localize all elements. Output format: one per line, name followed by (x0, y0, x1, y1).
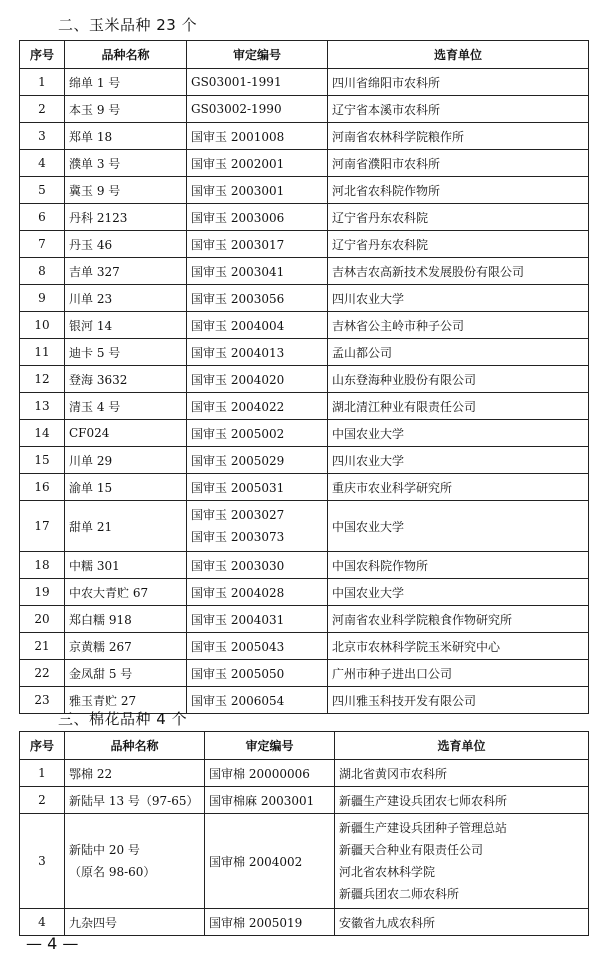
cotton-table-header (20, 732, 589, 760)
row-no: 10 (20, 312, 65, 339)
corn-section-title: 二、玉米品种 23 个 (58, 16, 198, 34)
table-row (20, 69, 589, 96)
table-row (20, 312, 589, 339)
row-code-line: 国审玉 2003073 (191, 530, 285, 544)
row-code: 国审玉 2005031 (187, 474, 328, 501)
row-no: 3 (20, 814, 65, 909)
table-row (20, 96, 589, 123)
row-name: 登海 3632 (65, 366, 187, 393)
row-name: 中农大青贮 67 (65, 579, 187, 606)
row-name: 新陆早 13 号（97-65） (65, 787, 205, 814)
table-row (20, 447, 589, 474)
row-name: 濮单 3 号 (65, 150, 187, 177)
row-code: 国审玉 2002001 (187, 150, 328, 177)
header-name: 品种名称 (65, 732, 205, 760)
row-unit-line: 河北省农林科学院 (339, 865, 436, 879)
row-unit: 湖北清江种业有限责任公司 (328, 393, 589, 420)
table-row (20, 606, 589, 633)
row-no: 4 (20, 909, 65, 936)
row-unit: 四川省绵阳市农科所 (328, 69, 589, 96)
row-name: 雅玉青贮 27 (65, 687, 187, 714)
corn-table (19, 40, 589, 714)
table-row (20, 474, 589, 501)
table-row (20, 579, 589, 606)
row-code: 国审玉 2005050 (187, 660, 328, 687)
row-name: 鄂棉 22 (65, 760, 205, 787)
row-unit (335, 814, 589, 909)
row-name: CF024 (65, 420, 187, 447)
row-code: 国审棉 2004002 (205, 814, 335, 909)
row-code: 国审玉 2003017 (187, 231, 328, 258)
row-no: 15 (20, 447, 65, 474)
table-row (20, 660, 589, 687)
row-no: 2 (20, 787, 65, 814)
table-row (20, 366, 589, 393)
row-unit-line: 新疆兵团农二师农科所 (339, 887, 460, 901)
page-number: — 4 — (26, 934, 79, 953)
row-no: 20 (20, 606, 65, 633)
table-row (20, 814, 589, 909)
table-row (20, 552, 589, 579)
row-no: 4 (20, 150, 65, 177)
header-no: 序号 (20, 41, 65, 69)
row-unit: 中国农业大学 (328, 420, 589, 447)
row-code: 国审棉麻 2003001 (205, 787, 335, 814)
cotton-table (19, 731, 589, 936)
row-no: 16 (20, 474, 65, 501)
row-unit: 重庆市农业科学研究所 (328, 474, 589, 501)
row-no: 18 (20, 552, 65, 579)
row-name: 渝单 15 (65, 474, 187, 501)
row-unit: 新疆生产建设兵团农七师农科所 (335, 787, 589, 814)
row-no: 1 (20, 69, 65, 96)
row-no: 11 (20, 339, 65, 366)
row-name: 甜单 21 (65, 501, 187, 552)
row-unit: 四川农业大学 (328, 285, 589, 312)
row-code: GS03001-1991 (187, 69, 328, 96)
row-unit: 中国农业大学 (328, 579, 589, 606)
row-unit: 广州市种子进出口公司 (328, 660, 589, 687)
row-no: 6 (20, 204, 65, 231)
row-unit: 河南省农林科学院粮作所 (328, 123, 589, 150)
row-unit: 安徽省九成农科所 (335, 909, 589, 936)
row-code: 国审玉 2004020 (187, 366, 328, 393)
row-unit: 北京市农林科学院玉米研究中心 (328, 633, 589, 660)
table-row (20, 787, 589, 814)
header-no: 序号 (20, 732, 65, 760)
row-name (65, 814, 205, 909)
corn-table-header (20, 41, 589, 69)
table-row (20, 393, 589, 420)
row-no: 5 (20, 177, 65, 204)
row-unit: 吉林省公主岭市种子公司 (328, 312, 589, 339)
row-code: 国审玉 2005043 (187, 633, 328, 660)
row-name-line: （原名 98-60） (69, 865, 156, 879)
row-unit: 河南省濮阳市农科所 (328, 150, 589, 177)
row-no: 3 (20, 123, 65, 150)
table-row (20, 909, 589, 936)
row-name-line: 新陆中 20 号 (69, 843, 140, 857)
row-code: 国审玉 2003056 (187, 285, 328, 312)
table-row (20, 231, 589, 258)
row-name: 丹玉 46 (65, 231, 187, 258)
row-name: 本玉 9 号 (65, 96, 187, 123)
row-unit: 孟山都公司 (328, 339, 589, 366)
row-code: 国审玉 2004004 (187, 312, 328, 339)
row-name: 银河 14 (65, 312, 187, 339)
table-row (20, 204, 589, 231)
row-name: 川单 29 (65, 447, 187, 474)
table-row (20, 339, 589, 366)
row-name: 清玉 4 号 (65, 393, 187, 420)
table-row (20, 633, 589, 660)
row-code: 国审玉 2003041 (187, 258, 328, 285)
row-no: 17 (20, 501, 65, 552)
header-name: 品种名称 (65, 41, 187, 69)
header-unit: 选育单位 (335, 732, 589, 760)
row-name: 郑单 18 (65, 123, 187, 150)
row-no: 12 (20, 366, 65, 393)
table-row (20, 760, 589, 787)
row-no: 7 (20, 231, 65, 258)
row-unit: 辽宁省本溪市农科所 (328, 96, 589, 123)
row-name: 迪卡 5 号 (65, 339, 187, 366)
row-unit: 四川农业大学 (328, 447, 589, 474)
row-code: 国审玉 2003001 (187, 177, 328, 204)
row-name: 九杂四号 (65, 909, 205, 936)
row-name: 丹科 2123 (65, 204, 187, 231)
row-name: 吉单 327 (65, 258, 187, 285)
row-unit: 湖北省黄冈市农科所 (335, 760, 589, 787)
row-code: 国审玉 2003006 (187, 204, 328, 231)
table-row (20, 420, 589, 447)
row-no: 14 (20, 420, 65, 447)
row-no: 23 (20, 687, 65, 714)
header-code: 审定编号 (187, 41, 328, 69)
row-no: 1 (20, 760, 65, 787)
row-name: 京黄糯 267 (65, 633, 187, 660)
row-code: 国审玉 2001008 (187, 123, 328, 150)
row-unit: 辽宁省丹东农科院 (328, 204, 589, 231)
row-unit-line: 新疆天合种业有限责任公司 (339, 843, 484, 857)
row-no: 13 (20, 393, 65, 420)
row-code: 国审玉 2004013 (187, 339, 328, 366)
row-name: 川单 23 (65, 285, 187, 312)
row-unit: 辽宁省丹东农科院 (328, 231, 589, 258)
row-unit: 河北省农科院作物所 (328, 177, 589, 204)
table-row (20, 258, 589, 285)
row-unit: 河南省农业科学院粮食作物研究所 (328, 606, 589, 633)
row-unit: 中国农科院作物所 (328, 552, 589, 579)
row-name: 冀玉 9 号 (65, 177, 187, 204)
row-code: GS03002-1990 (187, 96, 328, 123)
row-name: 中糯 301 (65, 552, 187, 579)
table-row (20, 177, 589, 204)
row-code: 国审玉 2003030 (187, 552, 328, 579)
cotton-section-title: 三、棉花品种 4 个 (58, 710, 188, 728)
row-code: 国审玉 2004031 (187, 606, 328, 633)
table-row (20, 123, 589, 150)
row-no: 21 (20, 633, 65, 660)
row-code (187, 501, 328, 552)
header-code: 审定编号 (205, 732, 335, 760)
row-no: 19 (20, 579, 65, 606)
row-code-line: 国审玉 2003027 (191, 508, 285, 522)
row-no: 8 (20, 258, 65, 285)
row-code: 国审棉 2005019 (205, 909, 335, 936)
row-no: 2 (20, 96, 65, 123)
row-unit-line: 新疆生产建设兵团种子管理总站 (339, 821, 508, 835)
row-name: 郑白糯 918 (65, 606, 187, 633)
table-row (20, 501, 589, 552)
row-unit: 山东登海种业股份有限公司 (328, 366, 589, 393)
row-code: 国审玉 2005029 (187, 447, 328, 474)
row-code: 国审玉 2004022 (187, 393, 328, 420)
row-unit: 中国农业大学 (328, 501, 589, 552)
row-unit: 吉林吉农高新技术发展股份有限公司 (328, 258, 589, 285)
row-code: 国审玉 2006054 (187, 687, 328, 714)
table-row (20, 285, 589, 312)
header-unit: 选育单位 (328, 41, 589, 69)
row-name: 金凤甜 5 号 (65, 660, 187, 687)
row-no: 22 (20, 660, 65, 687)
row-code: 国审棉 20000006 (205, 760, 335, 787)
table-row (20, 150, 589, 177)
row-code: 国审玉 2005002 (187, 420, 328, 447)
row-no: 9 (20, 285, 65, 312)
row-unit: 四川雅玉科技开发有限公司 (328, 687, 589, 714)
row-name: 绵单 1 号 (65, 69, 187, 96)
row-code: 国审玉 2004028 (187, 579, 328, 606)
